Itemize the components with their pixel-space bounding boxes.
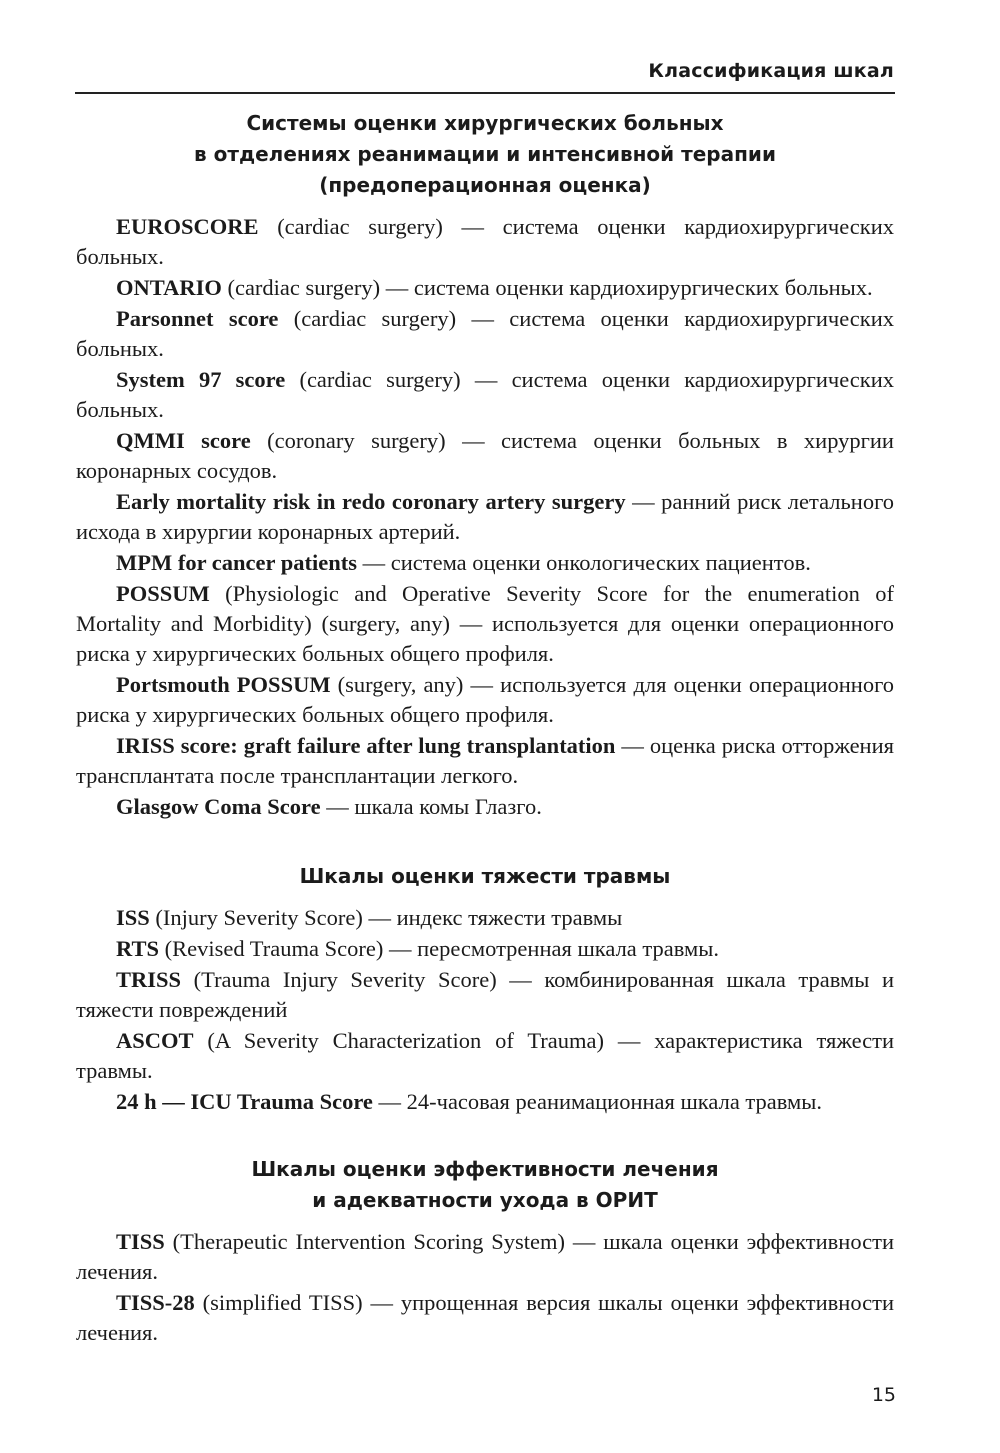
entry-term: Glasgow Coma Score — [116, 794, 321, 819]
entry-text: (Physiologic and Operative Severity Score for the enumeration of Mortality and Morbidity) (surgery, any) — используется для оценки операционного риска у хирургических больных общего профиля. — [76, 581, 894, 666]
heading-line: и адекватности ухода в ОРИТ — [312, 1188, 658, 1212]
entry-text: — шкала комы Глазго. — [320, 794, 542, 819]
entry-text: (coronary surgery) — система оценки больных в хирургии коронарных сосудов. — [76, 428, 894, 483]
entry — [76, 365, 894, 425]
entry — [76, 426, 894, 486]
section-heading — [76, 1154, 894, 1216]
page-number: 15 — [871, 1384, 896, 1406]
entry-term: System 97 score — [116, 367, 286, 392]
entry-text: (cardiac surgery) — система оценки кардиохирургических больных. — [76, 367, 894, 422]
header-rule — [75, 92, 895, 94]
entry — [76, 670, 894, 730]
heading-line: Шкалы оценки эффективности лечения — [251, 1157, 719, 1181]
heading-line: Шкалы оценки тяжести травмы — [299, 864, 671, 888]
section-preoperative-scores — [76, 108, 894, 822]
entry-term: IRISS score: graft failure after lung transplantation — [116, 733, 616, 758]
entry-term: MPM for cancer patients — [116, 550, 357, 575]
entry-text: — 24-часовая реанимационная шкала травмы. — [372, 1089, 822, 1114]
entry-term: ONTARIO — [116, 275, 222, 300]
entry — [76, 965, 894, 1025]
entry — [76, 212, 894, 272]
entry-term: POSSUM — [116, 581, 210, 606]
entry-term: TISS — [116, 1229, 165, 1254]
entry — [76, 1026, 894, 1086]
entry-text: — оценка риска отторжения трансплантата после трансплантации легкого. — [76, 733, 894, 788]
entry-term: Portsmouth POSSUM — [116, 672, 331, 697]
entry — [76, 903, 894, 933]
running-head: Классификация шкал — [648, 60, 894, 82]
entry-text: (simplified TISS) — упрощенная версия шкалы оценки эффективности лечения. — [76, 1290, 894, 1345]
entry-text: — ранний риск летального исхода в хирургии коронарных артерий. — [76, 489, 894, 544]
entry-text: (Therapeutic Intervention Scoring System) — шкала оценки эффективности лечения. — [76, 1229, 894, 1284]
section-trauma-scores — [76, 861, 894, 1117]
entry-list — [76, 1227, 894, 1348]
heading-line: в отделениях реанимации и интенсивной терапии — [194, 142, 776, 166]
entry-text: (Injury Severity Score) — индекс тяжести травмы — [149, 905, 623, 930]
entry — [76, 1288, 894, 1348]
entry — [76, 792, 894, 822]
page-content — [76, 108, 894, 1349]
entry-term: TRISS — [116, 967, 182, 992]
entry-term: Early mortality risk in redo coronary artery surgery — [116, 489, 626, 514]
entry-text: (cardiac surgery) — система оценки кардиохирургических больных. — [221, 275, 873, 300]
entry-term: 24 h — ICU Trauma Score — [116, 1089, 373, 1114]
section-spacer — [76, 1118, 894, 1154]
entry-term: ASCOT — [116, 1028, 194, 1053]
entry — [76, 579, 894, 669]
entry-term: EUROSCORE — [116, 214, 259, 239]
heading-line: Системы оценки хирургических больных — [246, 111, 724, 135]
entry — [76, 1227, 894, 1287]
entry — [76, 1087, 894, 1117]
entry-text: (cardiac surgery) — система оценки кардиохирургических больных. — [76, 214, 894, 269]
entry-text: (Trauma Injury Severity Score) — комбинированная шкала травмы и тяжести повреждений — [76, 967, 894, 1022]
entry — [76, 304, 894, 364]
entry-text: (A Severity Characterization of Trauma) — характеристика тяжести травмы. — [76, 1028, 894, 1083]
entry-text: — система оценки онкологических пациентов. — [356, 550, 811, 575]
entry — [76, 487, 894, 547]
heading-line: (предоперационная оценка) — [319, 173, 651, 197]
section-spacer — [76, 823, 894, 861]
entry-list — [76, 212, 894, 822]
entry — [76, 548, 894, 578]
entry-term: RTS — [116, 936, 159, 961]
entry-list — [76, 903, 894, 1117]
entry-text: (Revised Trauma Score) — пересмотренная шкала травмы. — [158, 936, 719, 961]
entry-text: (cardiac surgery) — система оценки кардиохирургических больных. — [76, 306, 894, 361]
entry-term: TISS-28 — [116, 1290, 195, 1315]
section-heading — [76, 108, 894, 201]
section-treatment-efficacy-scores — [76, 1154, 894, 1348]
entry — [76, 731, 894, 791]
entry-text: (surgery, any) — используется для оценки операционного риска у хирургических больных общего профиля. — [76, 672, 894, 727]
section-heading — [76, 861, 894, 892]
entry — [76, 273, 894, 303]
entry — [76, 934, 894, 964]
entry-term: QMMI score — [116, 428, 251, 453]
entry-term: ISS — [116, 905, 150, 930]
entry-term: Parsonnet score — [116, 306, 279, 331]
